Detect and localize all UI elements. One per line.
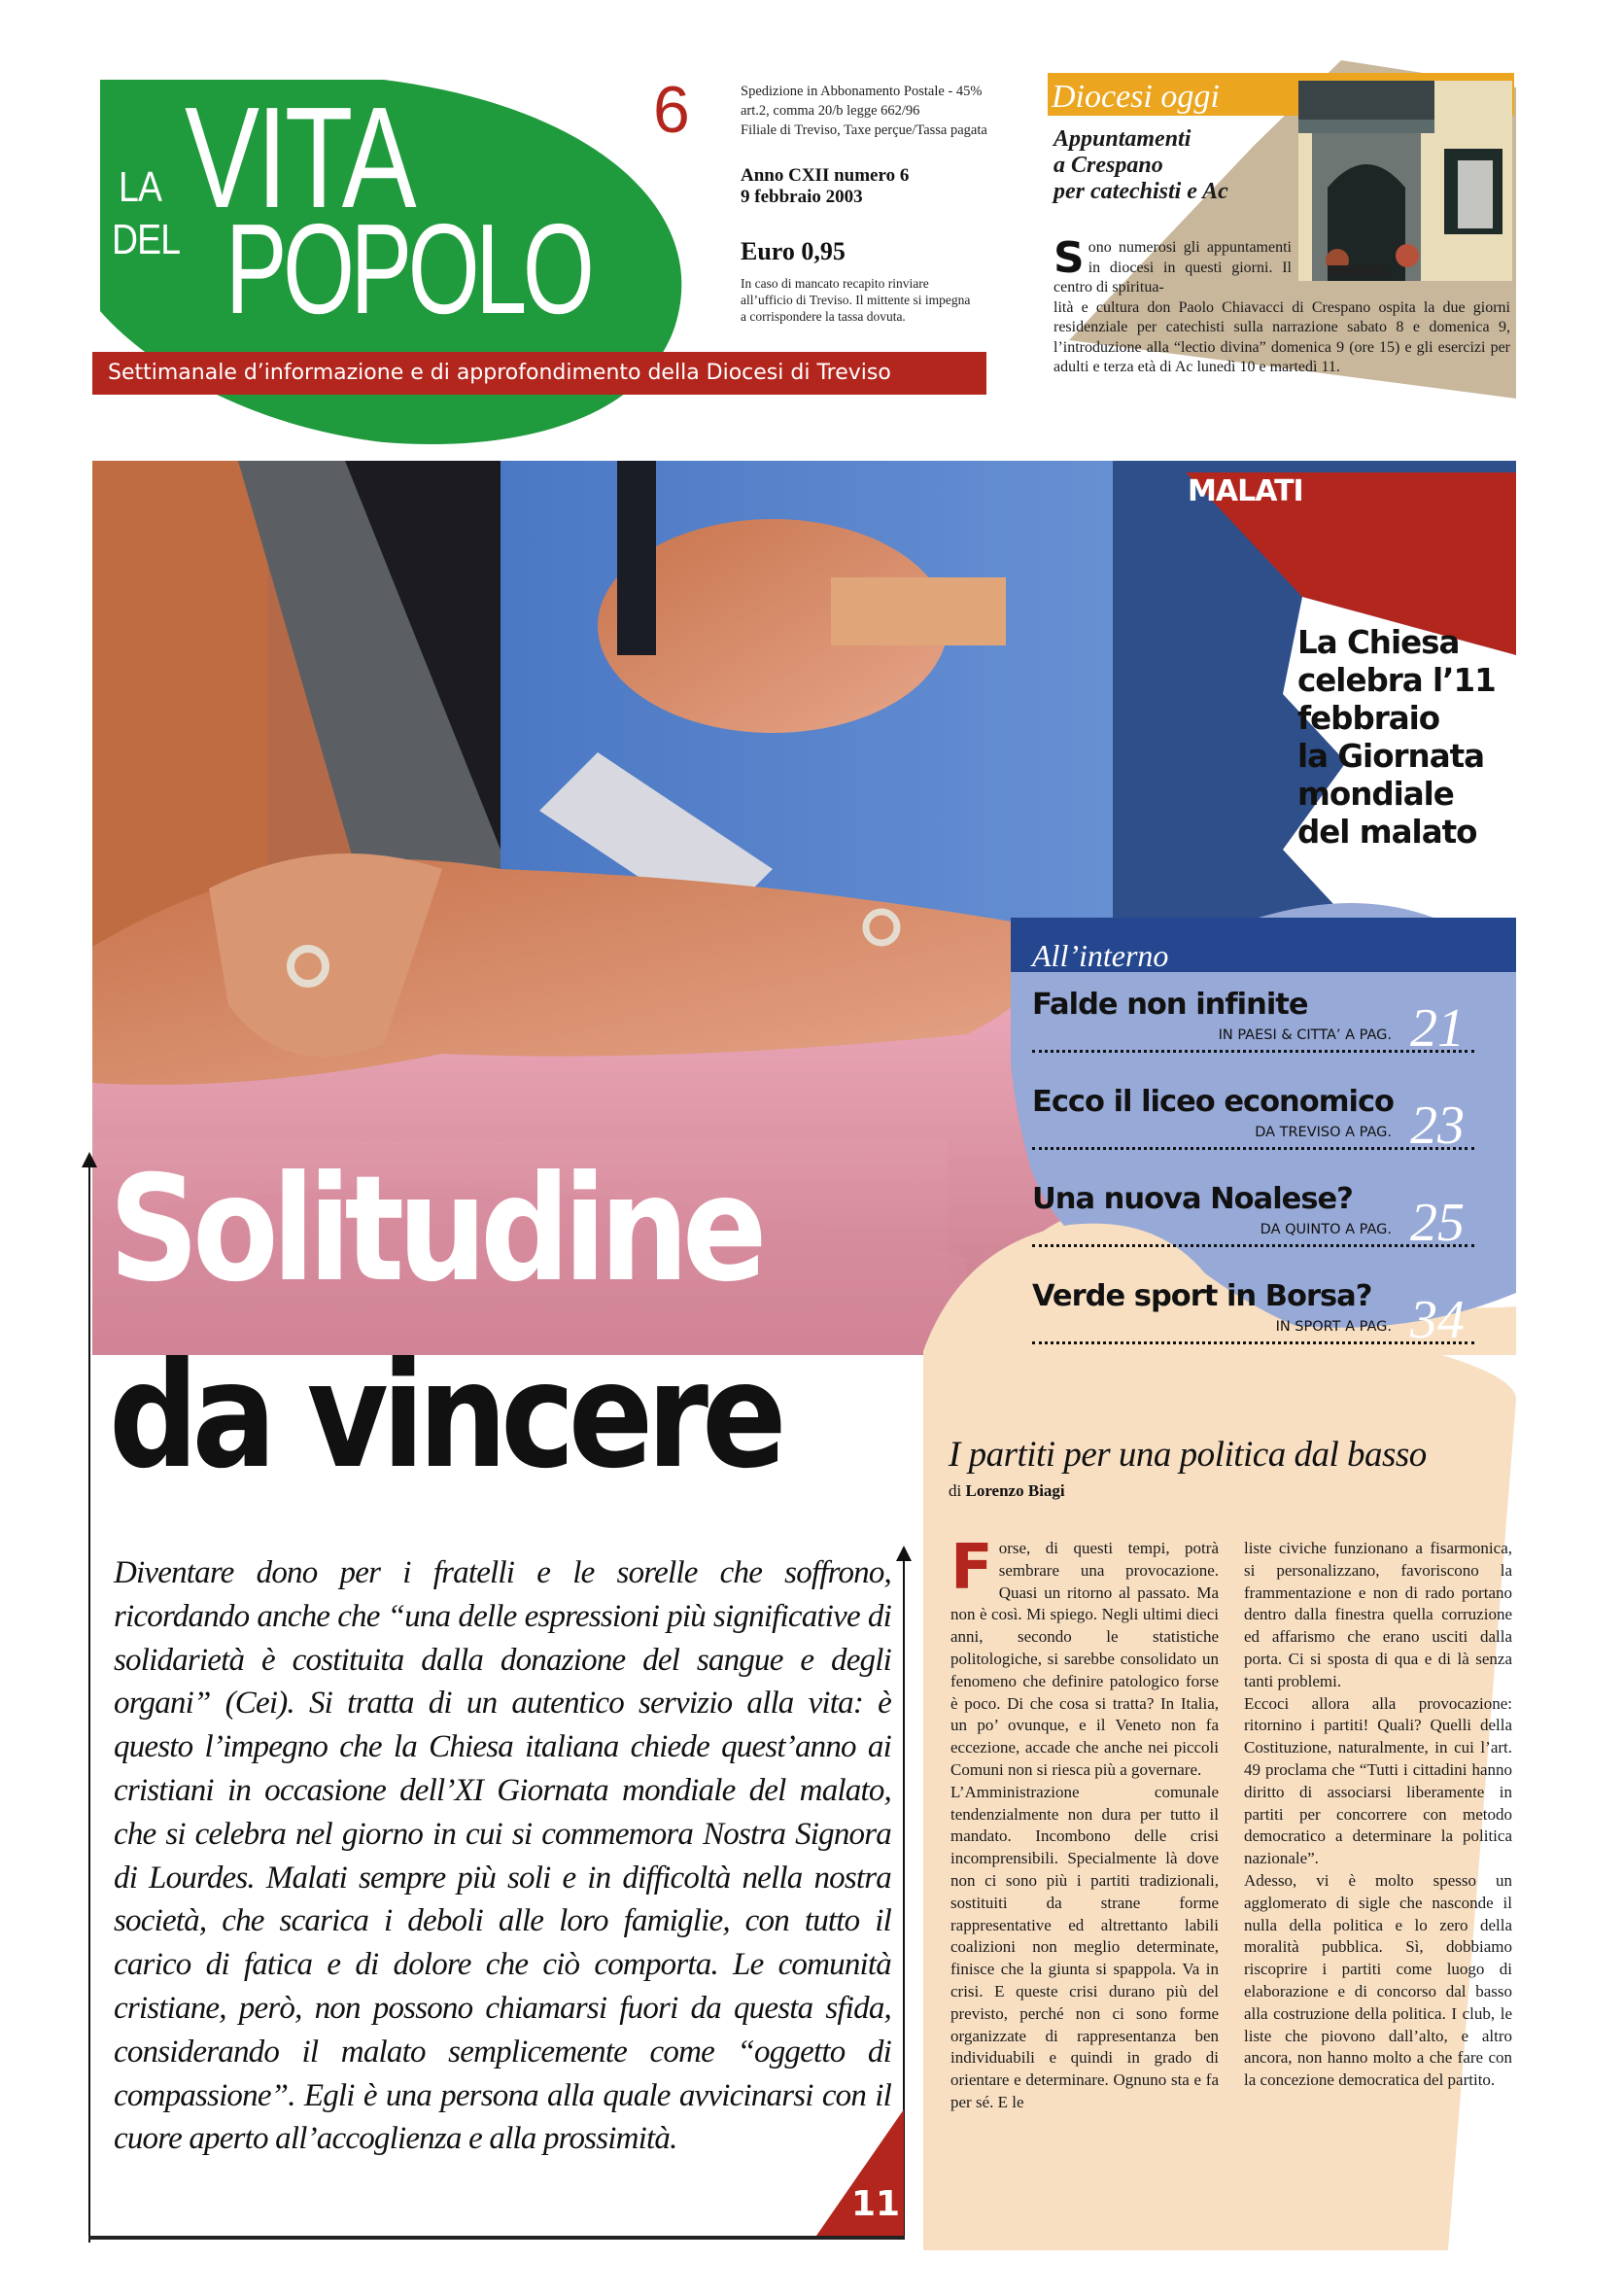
postal-line: Filiale di Treviso, Taxe perçue/Tassa pagata bbox=[741, 122, 987, 138]
note-line: In caso di mancato recapito rinviare bbox=[741, 276, 929, 291]
logo-popolo: POPOLO bbox=[225, 197, 591, 340]
side-headline-line: la Giornata bbox=[1297, 738, 1485, 775]
article-column-1 bbox=[950, 1532, 1219, 2114]
dropcap: S bbox=[1053, 233, 1085, 283]
side-headline-line: La Chiesa bbox=[1297, 624, 1460, 661]
paragraph: Adesso, vi è molto spesso un agglomerato di sigle che nasconde il nulla della politica e lo zero della moralità pubblica. Sì, dobbiamo riscoprire i partiti come luogo di elaborazione e di concorso dal basso alla costruzione della politica. I club, le liste che piovono dall’alto, e altro ancora, non hanno molto a che fare con la concezione democratica del partito. bbox=[1244, 1870, 1512, 2090]
logo-la: LA bbox=[119, 163, 162, 211]
headline-line: per catechisti e Ac bbox=[1053, 179, 1228, 204]
body-text: ono numerosi gli appuntamenti in diocesi in questi giorni. Il centro di spiritua- bbox=[1053, 239, 1292, 296]
article-byline bbox=[949, 1480, 1065, 1502]
headline-solitudine: Solitudine bbox=[109, 1145, 761, 1314]
issue-date: 9 febbraio 2003 bbox=[741, 187, 863, 207]
side-headline-line: febbraio bbox=[1297, 700, 1440, 737]
paragraph: liste civiche funzionano a fisarmonica, si personalizzano, favoriscono la frammentazione e non di rado portano dentro dalla finestra quella corruzione ed affarismo che erano usciti dalla porta. Ci si sposta di qua e di là senza tanti problemi. bbox=[1244, 1539, 1512, 1690]
toc-section: IN SPORT A PAG. bbox=[1275, 1319, 1392, 1335]
toc-item[interactable] bbox=[1032, 1083, 1474, 1180]
toc-section: IN PAESI & CITTA’ A PAG. bbox=[1218, 1027, 1392, 1043]
masthead-tagline: Settimanale d’informazione e di approfondimento della Diocesi di Treviso bbox=[92, 352, 986, 395]
diocesi-body-narrow bbox=[1053, 233, 1292, 298]
headline-line: Appuntamenti bbox=[1053, 126, 1191, 152]
price: Euro 0,95 bbox=[741, 237, 846, 265]
logo-del: DEL bbox=[112, 216, 181, 263]
toc-page-number: 23 bbox=[1410, 1096, 1465, 1156]
toc-section: DA TREVISO A PAG. bbox=[1255, 1125, 1392, 1140]
toc-item[interactable] bbox=[1032, 986, 1474, 1083]
diocesi-article-body bbox=[1053, 233, 1510, 378]
toc-item[interactable] bbox=[1032, 1277, 1474, 1374]
toc-title: Falde non infinite bbox=[1032, 988, 1308, 1022]
dotted-divider bbox=[1032, 1050, 1474, 1053]
arrow-up-icon bbox=[896, 1546, 912, 1561]
dotted-divider bbox=[1032, 1244, 1474, 1247]
paragraph: Eccoci allora alla provocazione: ritornino i partiti! Quali? Quelli della Costituzione, naturalmente, in cui l’art. 49 proclama che “Tutti i cittadini hanno diritto di associarsi liberamente in partiti per concorrere con metodo democratico a determinare la politica nazionale”. bbox=[1244, 1693, 1512, 1868]
paragraph bbox=[950, 1532, 1219, 1782]
article-title: I partiti per una politica dal basso bbox=[949, 1435, 1427, 1475]
left-vertical-rule bbox=[88, 1162, 90, 2243]
headline-da-vincere: da vincere bbox=[109, 1332, 780, 1501]
note-line: a corrispondere la tassa dovuta. bbox=[741, 309, 906, 324]
page-ref-number[interactable]: 11 bbox=[851, 2184, 901, 2224]
toc-page-number: 34 bbox=[1410, 1290, 1465, 1350]
toc-title: Verde sport in Borsa? bbox=[1032, 1279, 1372, 1313]
diocesi-body-wide: lità e cultura don Paolo Chiavacci di Crespano ospita la due giorni residenziale per catechisti sulla narrazione sabato 8 e domenica 9, l’introduzione alla “lectio divina” domenica 9 (ore 15) e gli esercizi per adulti e terza età di Ac lunedì 10 e martedì 11. bbox=[1053, 298, 1510, 375]
cover-lead-text: Diventare dono per i fratelli e le sorelle che soffrono, ricordando anche che “una delle espressioni più significative di solidarietà è costituita dalla donazione del sangue e degli organi” (Cei). Si tratta di un autentico servizio alla vita: è questo l’impegno che la Chiesa italiana chiede quest’anno ai cristiani in occasione dell’XI Giornata mondiale del malato, che si celebra nel giorno in cui si commemora Nostra Signora di Lourdes. Malati sempre più soli e in difficoltà nella nostra società, che scarica i deboli alle loro famiglie, con tutto il carico di fatica e di dolore che ciò comporta. Le comunità cristiane, però, non possono chiamarsi fuori da questa sfida, considerando il malato semplicemente come “oggetto di compassione”. Egli è una persona alla quale avvicinarsi con il cuore aperto all’accoglienza e alla prossimità. bbox=[114, 1555, 891, 2157]
section-label-malati: MALATI bbox=[1188, 474, 1303, 508]
logo-vita: VITA bbox=[185, 78, 414, 238]
postal-line: Spedizione in Abbonamento Postale - 45% bbox=[741, 84, 983, 99]
dotted-divider bbox=[1032, 1147, 1474, 1150]
postal-info bbox=[741, 82, 1032, 140]
diocesi-section-title: Diocesi oggi bbox=[1052, 79, 1220, 115]
side-headline-line: mondiale bbox=[1297, 776, 1454, 813]
toc-page-number: 21 bbox=[1410, 998, 1465, 1059]
dotted-divider bbox=[1032, 1341, 1474, 1344]
headline-line: a Crespano bbox=[1053, 153, 1163, 178]
paragraph: L’Amministrazione comunale tendenzialmente non dura per tutto il mandato. Incombono delle crisi incomprensibili. Specialmente là dove non ci sono più i partiti tradizionali, sostituiti da strane forme rappresentative ed altrettanto labili coalizioni non meglio determinate, finisce che la giunta si spappola. Va in crisi. E queste crisi durano più del previsto, perché non ci sono forme organizzate di rappresentanza ben individuabili e quindi in grado di orientare e determinare. Ognuno sta e fa per sé. E le bbox=[950, 1782, 1219, 2111]
dropcap: F bbox=[950, 1532, 993, 1604]
author-name: Lorenzo Biagi bbox=[965, 1481, 1065, 1500]
byline-prefix: di bbox=[949, 1481, 962, 1500]
bottom-rule bbox=[88, 2236, 905, 2240]
interno-title: All’interno bbox=[1032, 938, 1169, 973]
article-column-2 bbox=[1244, 1538, 1512, 2092]
note-line: all’ufficio di Treviso. Il mittente si impegna bbox=[741, 293, 971, 307]
toc-section: DA QUINTO A PAG. bbox=[1260, 1222, 1392, 1237]
toc-item[interactable] bbox=[1032, 1180, 1474, 1277]
arrow-up-icon bbox=[82, 1152, 97, 1167]
issue-number-large: 6 bbox=[653, 73, 690, 147]
postal-line: art.2, comma 20/b legge 662/96 bbox=[741, 103, 920, 119]
side-headline-line: celebra l’11 bbox=[1297, 662, 1496, 699]
paragraph-text: orse, di questi tempi, potrà sembrare una provocazione. Quasi un ritorno al passato. Ma non è così. Mi spiego. Negli ultimi dieci anni, secondo le statistiche politologiche, si sarebbe consolidato un fenomeno che definire patologico forse è poco. Di che cosa si tratta? In Italia, un po’ ovunque, e il Veneto non fa eccezione, accade che anche nei piccoli Comuni non si riesca più a governare. bbox=[950, 1539, 1219, 1779]
mancato-recapito-note bbox=[741, 275, 1032, 325]
toc-title: Una nuova Noalese? bbox=[1032, 1182, 1353, 1216]
toc-page-number: 25 bbox=[1410, 1193, 1465, 1253]
side-headline bbox=[1297, 624, 1511, 852]
anno-numero: Anno CXII numero 6 bbox=[741, 165, 910, 186]
diocesi-headline bbox=[1053, 126, 1306, 205]
side-headline-line: del malato bbox=[1297, 814, 1477, 851]
toc-title: Ecco il liceo economico bbox=[1032, 1085, 1394, 1119]
issue-info bbox=[741, 165, 1032, 208]
